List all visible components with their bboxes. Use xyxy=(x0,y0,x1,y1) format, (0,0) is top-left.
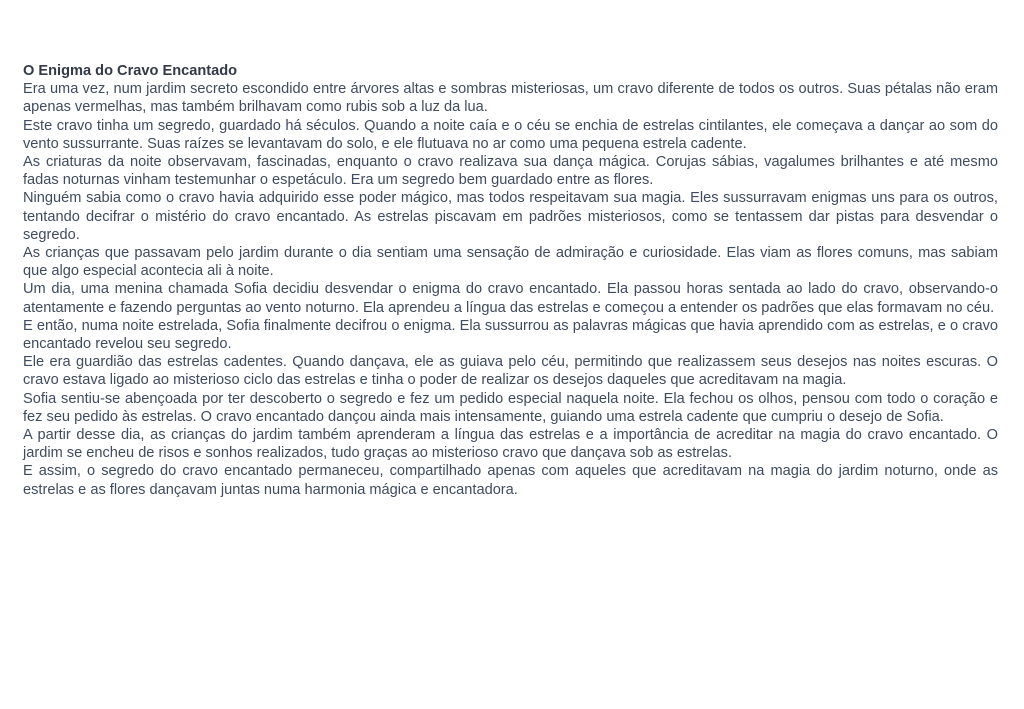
paragraph-6: Um dia, uma menina chamada Sofia decidiu desvendar o enigma do cravo encantado. Ela passou horas sentada ao lado do cravo, observando-o atentamente e fazendo perguntas ao vento noturno. Ela aprendeu a língua das estrelas e começou a entender os padrões que elas formavam no céu. xyxy=(23,281,998,316)
paragraph-10: A partir desse dia, as crianças do jardim também aprenderam a língua das estrelas e a importância de acreditar na magia do cravo encantado. O jardim se encheu de risos e sonhos realizados, tudo graças ao misterioso cravo que dançava sob as estrelas. xyxy=(23,427,998,462)
paragraph-1: Era uma vez, num jardim secreto escondido entre árvores altas e sombras misteriosas, um cravo diferente de todos os outros. Suas pétalas não eram apenas vermelhas, mas também brilhavam como rubis sob a luz da lua. xyxy=(23,81,998,116)
document-title: O Enigma do Cravo Encantado xyxy=(23,63,238,79)
paragraph-9: Sofia sentiu-se abençoada por ter descoberto o segredo e fez um pedido especial naquela noite. Ela fechou os olhos, pensou com todo o coração e fez seu pedido às estrelas. O cravo encantado dançou ainda mais intensamente, guiando uma estrela cadente que cumpriu o desejo de Sofia. xyxy=(23,390,998,425)
paragraph-2: Este cravo tinha um segredo, guardado há séculos. Quando a noite caía e o céu se enchia de estrelas cintilantes, ele começava a dançar ao som do vento sussurrante. Suas raízes se levantavam do solo, e ele flutuava no ar como uma pequena estrela cadente. xyxy=(23,117,998,152)
paragraph-5: As crianças que passavam pelo jardim durante o dia sentiam uma sensação de admiração e curiosidade. Elas viam as flores comuns, mas sabiam que algo especial acontecia ali à noite. xyxy=(23,245,998,280)
paragraph-8: Ele era guardião das estrelas cadentes. Quando dançava, ele as guiava pelo céu, permitindo que realizassem seus desejos nas noites escuras. O cravo estava ligado ao misterioso ciclo das estrelas e tinha o poder de realizar os desejos daqueles que acreditavam na magia. xyxy=(23,354,998,389)
paragraph-3: As criaturas da noite observavam, fascinadas, enquanto o cravo realizava sua dança mágica. Corujas sábias, vagalumes brilhantes e até mesmo fadas noturnas vinham testemunhar o espetáculo. Era um segredo bem guardado entre as flores. xyxy=(23,154,998,189)
paragraph-7: E então, numa noite estrelada, Sofia finalmente decifrou o enigma. Ela sussurrou as palavras mágicas que havia aprendido com as estrelas, e o cravo encantado revelou seu segredo. xyxy=(23,317,998,353)
paragraph-11: E assim, o segredo do cravo encantado permaneceu, compartilhado apenas com aqueles que acreditavam na magia do jardim noturno, onde as estrelas e as flores dançavam juntas numa harmonia mágica e encantadora. xyxy=(23,463,998,498)
paragraph-4: Ninguém sabia como o cravo havia adquirido esse poder mágico, mas todos respeitavam sua magia. Eles sussurravam enigmas uns para os outros, tentando decifrar o mistério do cravo encantado. As estrelas piscavam em padrões misteriosos, como se tentassem dar pistas para desvendar o segredo. xyxy=(23,190,998,243)
document-page xyxy=(23,62,998,499)
